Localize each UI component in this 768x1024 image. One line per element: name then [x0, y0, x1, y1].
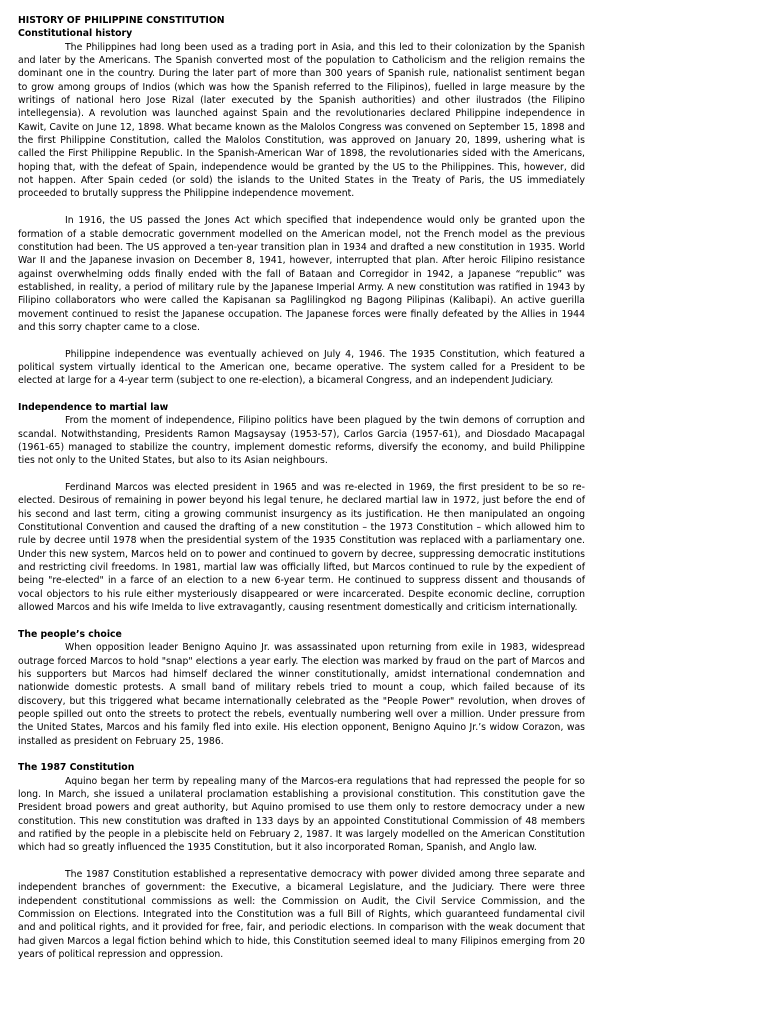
- paragraph: The Philippines had long been used as a trading port in Asia, and this led to their colonization by the Spanish and later by the Americans. The Spanish converted most of the population to Catholicism and the religion remains the dominant one in the country. During the later part of more than 300 years of Spanish rule, nationalist sentiment began to grow among groups of Indios (which was how the Spanish referred to the Filipinos), fuelled in large measure by the writings of national hero Jose Rizal (later executed by the Spanish authorities) and other ilustrados (the Filipino intellegensia). A revolution was launched against Spain and the revolutionaries declared Philippine independence in Kawit, Cavite on June 12, 1898. What became known as the Malolos Congress was convened on September 15, 1898 and the first Philippine Constitution, called the Malolos Constitution, was approved on January 20, 1899, ushering what is called the First Philippine Republic. In the Spanish-American War of 1898, the revolutionaries sided with the Americans, hoping that, with the defeat of Spain, independence would be granted by the US to the Philippines. This, however, did not happen. After Spain ceded (or sold) the islands to the United States in the Treaty of Paris, the US immediately proceeded to brutally suppress the Philippine independence movement.: [18, 41, 585, 200]
- paragraph: Philippine independence was eventually achieved on July 4, 1946. The 1935 Constitution, which featured a political system virtually identical to the American one, became operative. The system called for a President to be elected at large for a 4-year term (subject to one re-election), a bicameral Congress, and an independent Judiciary.: [18, 348, 585, 387]
- paragraph: From the moment of independence, Filipino politics have been plagued by the twin demons of corruption and scandal. Notwithstanding, Presidents Ramon Magsaysay (1953-57), Carlos Garcia (1957-61), and Diosdado Macapagal (1961-65) managed to stabilize the country, implement domestic reforms, diversify the economy, and build Philippine ties not only to the United States, but also to its Asian neighbours.: [18, 415, 585, 467]
- paragraph: The 1987 Constitution established a representative democracy with power divided among three separate and independent branches of government: the Executive, a bicameral Legislature, and the Judiciary. There were three independent constitutional commissions as well: the Commission on Audit, the Civil Service Commission, and the Commission on Elections. Integrated into the Constitution was a full Bill of Rights, which guaranteed fundamental civil and and political rights, and it provided for free, fair, and periodic elections. In comparison with the weak document that had given Marcos a legal fiction behind which to hide, this Constitution seemed ideal to many Filipinos emerging from 20 years of political repression and oppression.: [18, 869, 585, 961]
- document-title: HISTORY OF PHILIPPINE CONSTITUTION: [18, 15, 225, 26]
- section-heading-the-peoples-choice: The people’s choice: [18, 628, 122, 640]
- paragraph: In 1916, the US passed the Jones Act which specified that independence would only be granted upon the formation of a stable democratic government modelled on the American model, not the French model as the previous constitution had been. The US approved a ten-year transition plan in 1934 and drafted a new constitution in 1935. World War II and the Japanese invasion on December 8, 1941, however, interrupted that plan. After heroic Filipino resistance against overwhelming odds finally ended with the fall of Bataan and Corregidor in 1942, a Japanese “republic” was established, in reality, a period of military rule by the Japanese Imperial Army. A new constitution was ratified in 1943 by Filipino collaborators who were called the Kapisanan sa Paglilingkod ng Bagong Pilipinas (Kalibapi). An active guerilla movement continued to resist the Japanese occupation. The Japanese forces were finally defeated by the Allies in 1944 and this sorry chapter came to a close.: [18, 215, 585, 333]
- paragraph: Ferdinand Marcos was elected president in 1965 and was re-elected in 1969, the first president to be so re-elected. Desirous of remaining in power beyond his legal tenure, he declared martial law in 1972, just before the end of his second and last term, citing a growing communist insurgency as its justification. He then manipulated an ongoing Constitutional Convention and caused the drafting of a new constitution – the 1973 Constitution – which allowed him to rule by decree until 1978 when the presidential system of the 1935 Constitution was replaced with a parliamentary one. Under this new system, Marcos held on to power and continued to govern by decree, suppressing democratic institutions and restricting civil freedoms. In 1981, martial law was officially lifted, but Marcos continued to rule by the expedient of being "re-elected" in a farce of an election to a new 6-year term. He continued to suppress dissent and thousands of vocal objectors to his rule either mysteriously disappeared or were incarcerated. Despite economic decline, corruption allowed Marcos and his wife Imelda to live extravagantly, causing resentment domestically and criticism internationally.: [18, 482, 585, 614]
- paragraph: Aquino began her term by repealing many of the Marcos-era regulations that had repressed the people for so long. In March, she issued a unilateral proclamation establishing a provisional constitution. This constitution gave the President broad powers and great authority, but Aquino promised to use them only to restore democracy under a new constitution. This new constitution was drafted in 133 days by an appointed Constitutional Commission of 48 members and ratified by the people in a plebiscite held on February 2, 1987. It was largely modelled on the American Constitution which had so greatly influenced the 1935 Constitution, but it also incorporated Roman, Spanish, and Anglo law.: [18, 775, 585, 854]
- section-heading-independence-to-martial-law: Independence to martial law: [18, 401, 169, 413]
- section-heading-constitutional-history: Constitutional history: [18, 28, 133, 40]
- section-heading-the-1987-constitution: The 1987 Constitution: [18, 762, 135, 774]
- paragraph: When opposition leader Benigno Aquino Jr. was assassinated upon returning from exile in 1983, widespread outrage forced Marcos to hold "snap" elections a year early. The election was marked by fraud on the part of Marcos and his supporters but Marcos had himself declared the winner constitutionally, amidst international condemnation and nationwide domestic protests. A small band of military rebels tried to mount a coup, which failed because of its discovery, but this triggered what became internationally celebrated as the "People Power" revolution, when droves of people spilled out onto the streets to protect the rebels, eventually numbering well over a million. Under pressure from the United States, Marcos and his family fled into exile. His election opponent, Benigno Aquino Jr.’s widow Corazon, was installed as president on February 25, 1986.: [18, 642, 585, 747]
